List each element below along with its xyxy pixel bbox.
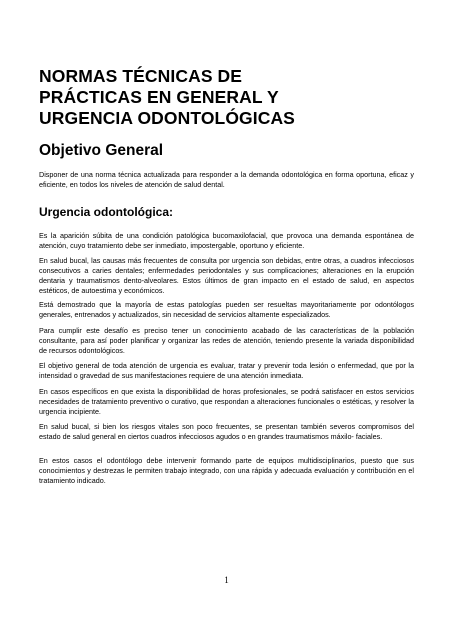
section-heading-objetivo: Objetivo General: [39, 142, 164, 159]
paragraph: Está demostrado que la mayoría de estas patologías pueden ser resueltas mayoritariamente por odontólogos generales, entrenados y actualizados, sin necesidad de servicios altamente especializados.: [39, 300, 414, 319]
page-number: 1: [224, 575, 229, 585]
title-line-2: PRÁCTICAS EN GENERAL Y: [39, 87, 279, 107]
paragraph: En salud bucal, si bien los riesgos vitales son poco frecuentes, se presentan también severos compromisos del estado de salud general en ciertos cuadros infecciosos agudos o en grandes traumatismos máxilo- faciales.: [39, 422, 414, 441]
paragraph: Para cumplir este desafío es preciso tener un conocimiento acabado de las características de la población consultante, para así poder planificar y organizar las redes de atención, teniendo presente la variada disponibilidad de recursos odontológicos.: [39, 326, 414, 355]
document-page: [39, 0, 414, 640]
paragraph: En casos específicos en que exista la disponibilidad de horas profesionales, se podrá satisfacer en estos servicios necesidades de tratamiento preventivo o curativo, que respondan a alteraciones funcionales o estéticas, y resolver la urgencia incipiente.: [39, 387, 414, 416]
paragraph: En salud bucal, las causas más frecuentes de consulta por urgencia son debidas, entre otras, a cuadros infecciosos consecutivos a caries dentales; enfermedades periodontales y sus complicaciones; alteraciones en la erupción dentaria y traumatismos dento-alveolares. Estos últimos de gran impacto en el estado de salud, en aspectos estéticos, de autoestima y económicos.: [39, 256, 414, 295]
paragraph: En estos casos el odontólogo debe intervenir formando parte de equipos multidisciplinarios, puesto que sus conocimientos y destrezas le permiten trabajo integrado, con una rápida y adecuada evaluación y contribución en el tratamiento indicado.: [39, 456, 414, 485]
paragraph: Es la aparición súbita de una condición patológica bucomaxilofacial, que provoca una demanda espontánea de atención, cuyo tratamiento debe ser inmediato, impostergable, oportuno y eficiente.: [39, 231, 414, 250]
title-line-3: URGENCIA ODONTOLÓGICAS: [39, 108, 295, 128]
section-heading-urgencia: Urgencia odontológica:: [39, 205, 174, 219]
paragraph: El objetivo general de toda atención de urgencia es evaluar, tratar y prevenir toda lesión o enfermedad, que por la intensidad o gravedad de sus manifestaciones requiere de una atención inmediata.: [39, 361, 414, 380]
document-title: [39, 66, 414, 129]
paragraph-objetivo: Disponer de una norma técnica actualizada para responder a la demanda odontológica en forma oportuna, eficaz y eficiente, en todos los niveles de atención de salud dental.: [39, 170, 414, 189]
title-line-1: NORMAS TÉCNICAS DE: [39, 66, 243, 86]
